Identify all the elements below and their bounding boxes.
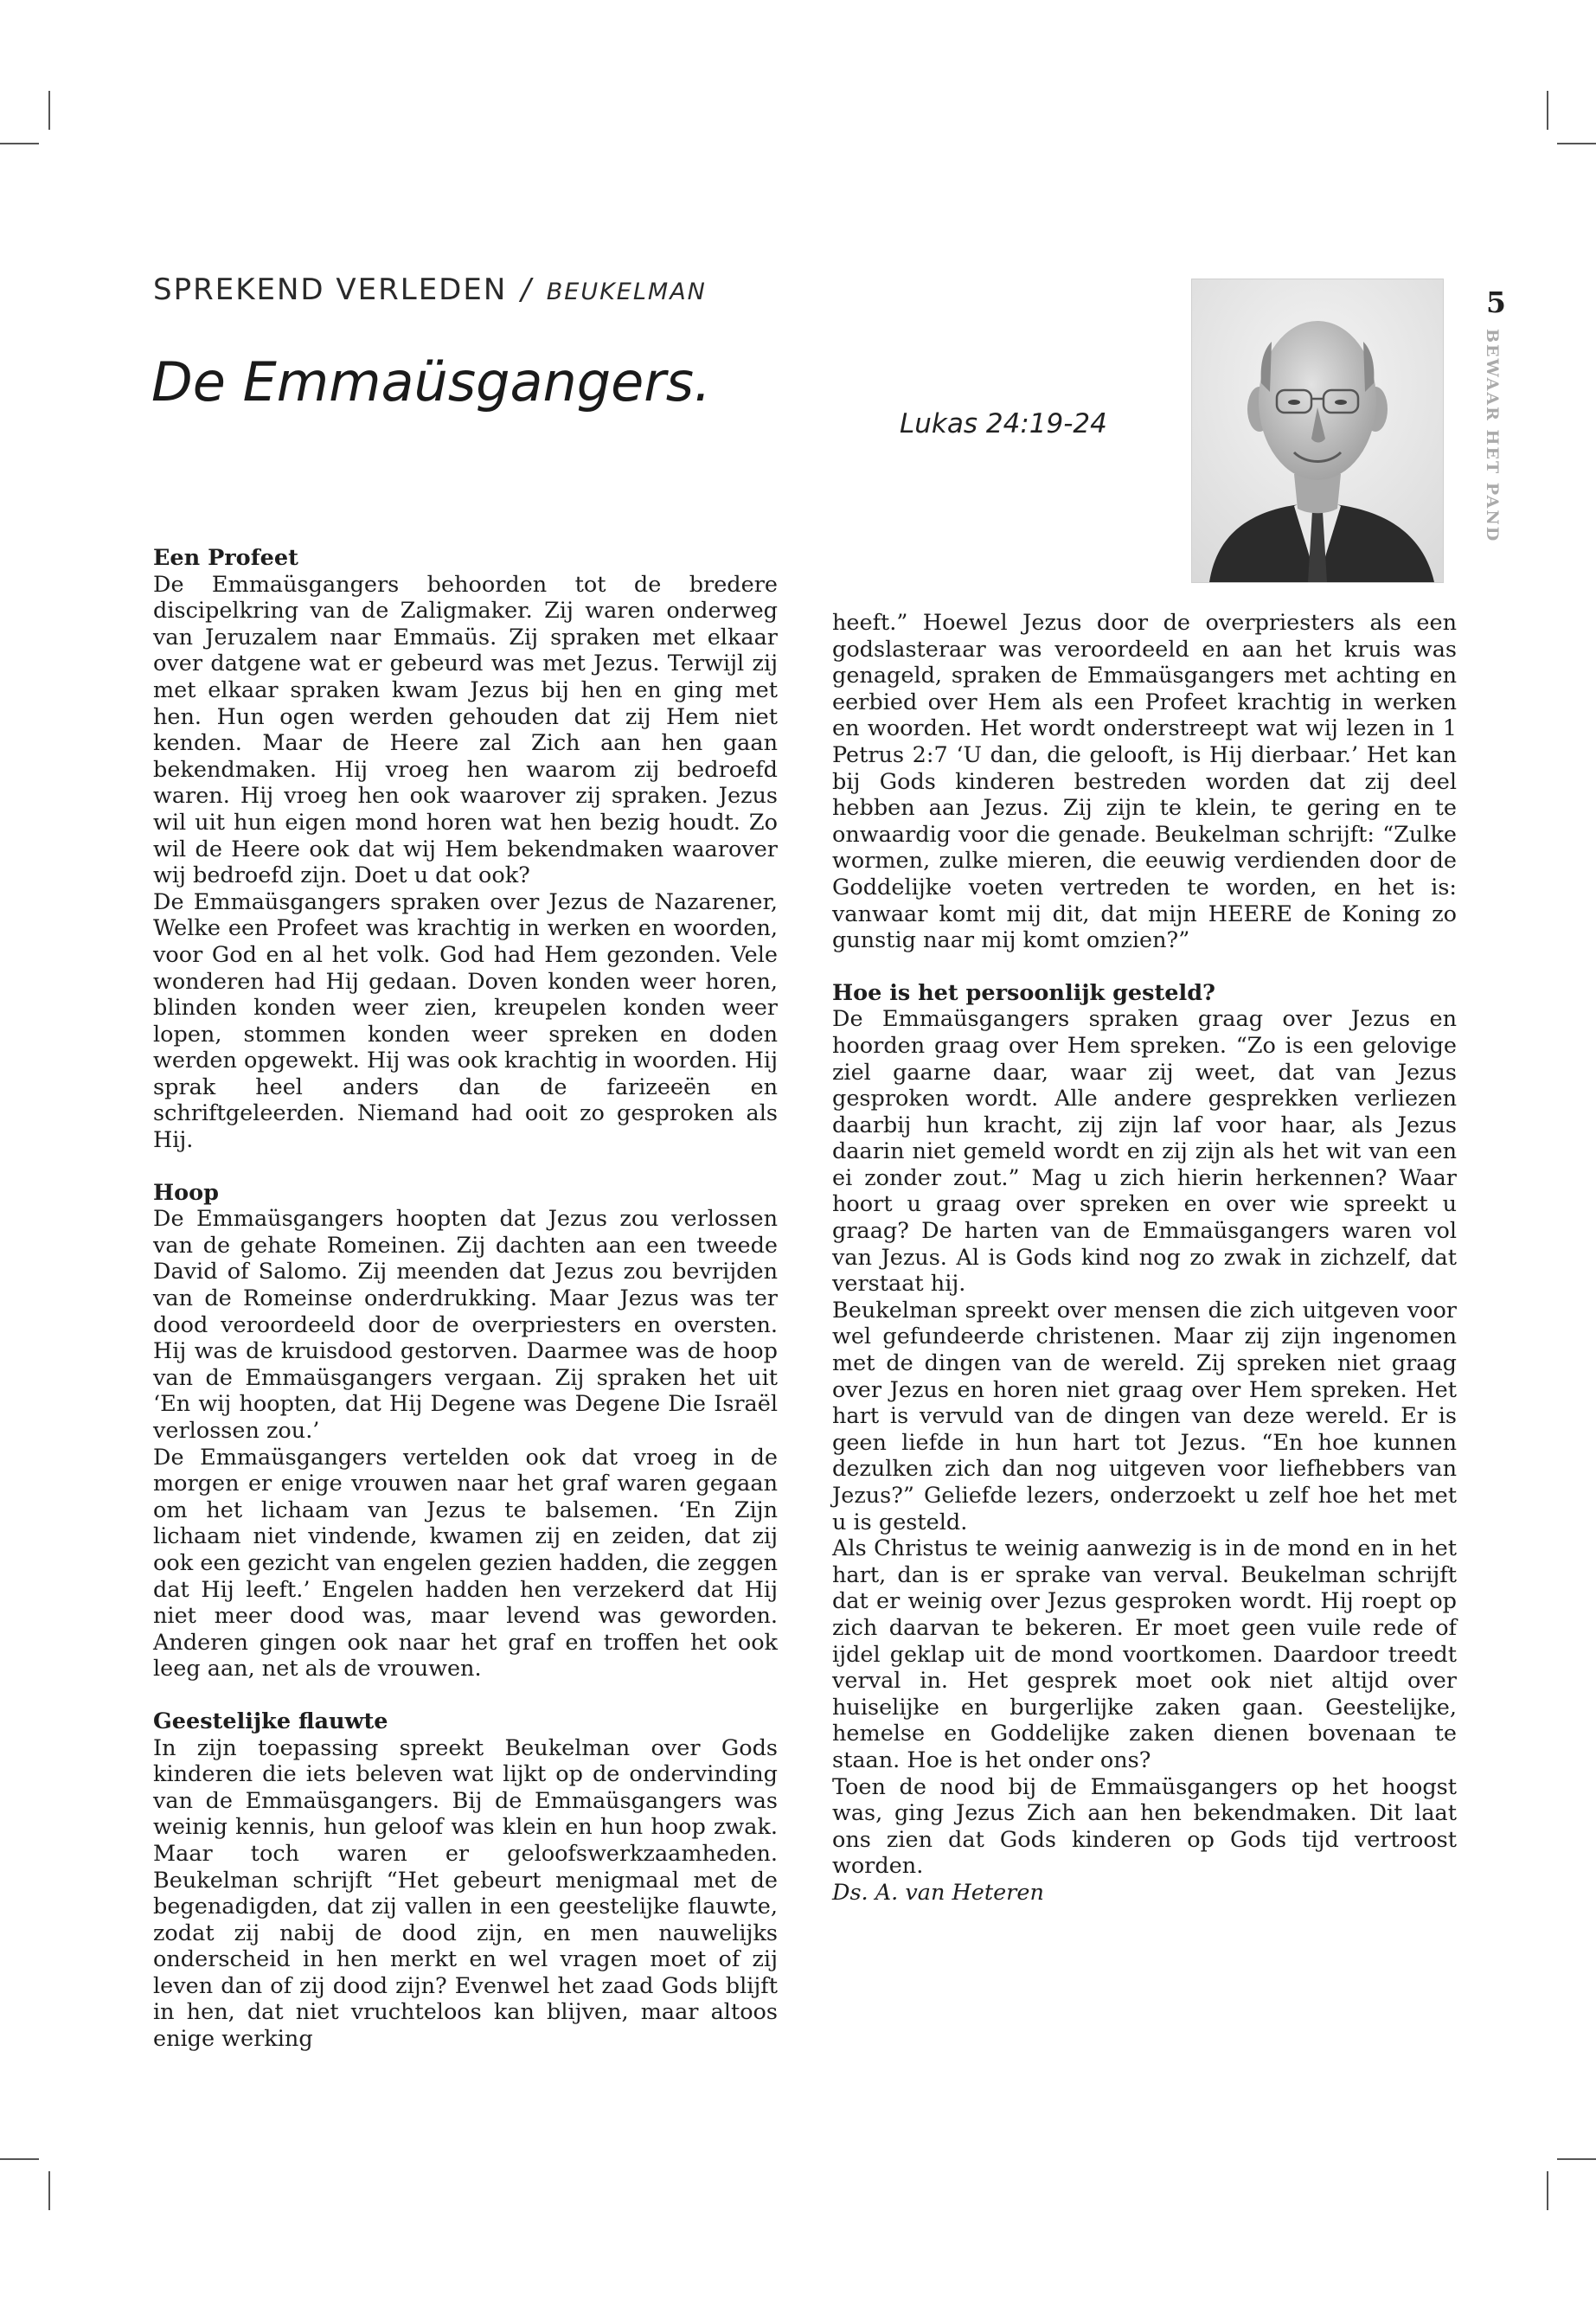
- crop-mark: [1547, 91, 1548, 130]
- header-author: BEUKELMAN: [546, 279, 707, 305]
- portrait-illustration: [1192, 279, 1443, 582]
- paragraph: In zijn toepassing spreekt Beukelman over Gods kinderen die iets beleven wat lijkt op de ondervinding van de Emmaüsgangers. Bij de Emmaüsgangers was weinig kennis, hun geloof was klein en hun hoop zwak. Maar toch waren er geloofswerkzaamheden. Beukelman schrijft “Het gebeurt menigmaal met de begenadigden, dat zij vallen in een geestelijke flauwte, zodat zij nabij de dood zijn, en men nauwelijks onderscheid in hen merkt en wel vragen moet of zij leven dan of zij dood zijn? Evenwel het zaad Gods blijft in hen, dat niet vruchteloos kan blijven, maar altoos enige werking: [153, 1734, 778, 2053]
- subheading-hoop: Hoop: [153, 1179, 219, 1206]
- crop-mark: [0, 143, 39, 144]
- paragraph: De Emmaüsgangers spraken over Jezus de Nazarener, Welke een Profeet was krachtig in werken en woorden, voor God en al het volk. God had Hem gezonden. Vele wonderen had Hij gedaan. Doven konden weer horen, blinden konden weer zien, kreupelen konden weer lopen, stommen konden weer spreken en doden werden opgewekt. Hij was ook krachtig in woorden. Hij sprak heel anders dan de farizeeën en schriftgeleerden. Niemand had ooit zo gesproken als Hij.: [153, 888, 778, 1154]
- author-signature: Ds. A. van Heteren: [832, 1879, 1044, 1906]
- paragraph: heeft.” Hoewel Jezus door de overpriesters als een godslasteraar was veroordeeld en aan het kruis was genageld, spraken de Emmaüsgangers met achting en eerbied over Hem als een Profeet krachtig in werken en woorden. Het wordt onderstreept wat wij lezen in 1 Petrus 2:7 ‘U dan, die gelooft, is Hij dierbaar.’ Het kan bij Gods kinderen bestreden worden dat zij deel hebben aan Jezus. Zij zijn te klein, te gering en te onwaardig voor die genade. Beukelman schrijft: “Zulke wormen, zulke mieren, die eeuwig verdienden door de Goddelijke voeten vertreden te worden, en het is: vanwaar komt mij dit, dat mijn HEERE de Koning zo gunstig naar mij komt omzien?”: [832, 610, 1457, 954]
- crop-mark: [48, 2171, 50, 2210]
- crop-mark: [1557, 143, 1596, 144]
- paragraph: De Emmaüsgangers hoopten dat Jezus zou verlossen van de gehate Romeinen. Zij dachten aan een tweede David of Salomo. Zij meenden dat Jezus zou bevrijden van de Romeinse onderdrukking. Maar Jezus was ter dood veroordeeld door de overpriesters en oversten. Hij was de kruisdood gestorven. Daarmee was de hoop van de Emmaüsgangers vergaan. Zij spraken het uit ‘En wij hoopten, dat Hij Degene was Degene Die Israël verlossen zou.’: [153, 1206, 778, 1444]
- left-column: [153, 545, 778, 2053]
- paragraph: Als Christus te weinig aanwezig is in de mond en in het hart, dan is er sprake van verval. Beukelman schrijft dat er weinig over Jezus gesproken wordt. Hij roept op zich daarvan te bekeren. Er moet geen vuile rede of ijdel geklap uit de mond voortkomen. Daardoor treedt verval in. Het gesprek moet ook niet altijd over huiselijke en burgerlijke zaken gaan. Geestelijke, hemelse en Goddelijke zaken dienen bovenaan te staan. Hoe is het onder ons?: [832, 1535, 1457, 1773]
- paragraph: Beukelman spreekt over mensen die zich uitgeven voor wel gefundeerde christenen. Maar zij zijn ingenomen met de dingen van de wereld. Zij spreken niet graag over Jezus en horen niet graag over Hem spreken. Het hart is vervuld van de dingen van deze wereld. Er is geen liefde in hun hart tot Jezus. “En hoe kunnen dezulken zich dan nog uitgeven voor liefhebbers van Jezus?” Geliefde lezers, onderzoekt u zelf hoe het met u is gesteld.: [832, 1297, 1457, 1535]
- section-name: SPREKEND VERLEDEN: [153, 272, 508, 307]
- crop-mark: [0, 2158, 39, 2160]
- crop-mark: [1547, 2171, 1548, 2210]
- subheading-persoonlijk: Hoe is het persoonlijk gesteld?: [832, 979, 1215, 1006]
- scripture-reference: Lukas 24:19-24: [900, 408, 1107, 439]
- right-column: [832, 610, 1457, 1907]
- crop-mark: [48, 91, 50, 130]
- running-title: BEWAAR HET PAND: [1483, 329, 1502, 543]
- subheading-een-profeet: Een Profeet: [153, 545, 298, 571]
- crop-mark: [1557, 2158, 1596, 2160]
- author-portrait: [1191, 279, 1444, 583]
- paragraph: De Emmaüsgangers behoorden tot de bredere discipelkring van de Zaligmaker. Zij waren onderweg van Jeruzalem naar Emmaüs. Zij spraken met elkaar over datgene wat er gebeurd was met Jezus. Terwijl zij met elkaar spraken kwam Jezus bij hen en ging met hen. Hun ogen werden gehouden dat zij Hem niet kenden. Maar de Heere zal Zich aan hen gaan bekendmaken. Hij vroeg hen waarom zij bedroefd waren. Hij vroeg hen ook waarover zij spraken. Jezus wil uit hun eigen mond horen wat hen bezig houdt. Zo wil de Heere ook dat wij Hem bekendmaken waarover wij bedroefd zijn. Doet u dat ook?: [153, 571, 778, 889]
- section-header: [153, 272, 707, 307]
- subheading-geestelijke-flauwte: Geestelijke flauwte: [153, 1708, 388, 1734]
- page-number: 5: [1486, 285, 1506, 319]
- paragraph: De Emmaüsgangers spraken graag over Jezus en hoorden graag over Hem spreken. “Zo is een gelovige ziel gaarne daar, waar zij weet, dat van Jezus gesproken wordt. Alle andere gesprekken verliezen daarbij hun kracht, zij zijn laf voor haar, als Jezus daarin niet gemeld wordt en zij zijn als het wit van een ei zonder zout.” Mag u zich hierin herkennen? Waar hoort u graag over spreken en over wie spreekt u graag? De harten van de Emmaüsgangers waren vol van Jezus. Al is Gods kind nog zo zwak in zichzelf, dat verstaat hij.: [832, 1006, 1457, 1298]
- paragraph: De Emmaüsgangers vertelden ook dat vroeg in de morgen er enige vrouwen naar het graf waren gegaan om het lichaam van Jezus te balsemen. ‘En Zijn lichaam niet vindende, kwamen zij en zeiden, dat zij ook een gezicht van engelen gezien hadden, die zeggen dat Hij leeft.’ Engelen hadden hen verzekerd dat Hij niet meer dood was, maar levend was geworden. Anderen gingen ook naar het graf en troffen het ook leeg aan, net als de vrouwen.: [153, 1444, 778, 1682]
- header-separator: /: [521, 272, 533, 307]
- article-title: De Emmaüsgangers.: [151, 350, 711, 413]
- paragraph: Toen de nood bij de Emmaüsgangers op het hoogst was, ging Jezus Zich aan hen bekendmaken. Dit laat ons zien dat Gods kinderen op Gods tijd vertroost worden.: [832, 1773, 1457, 1880]
